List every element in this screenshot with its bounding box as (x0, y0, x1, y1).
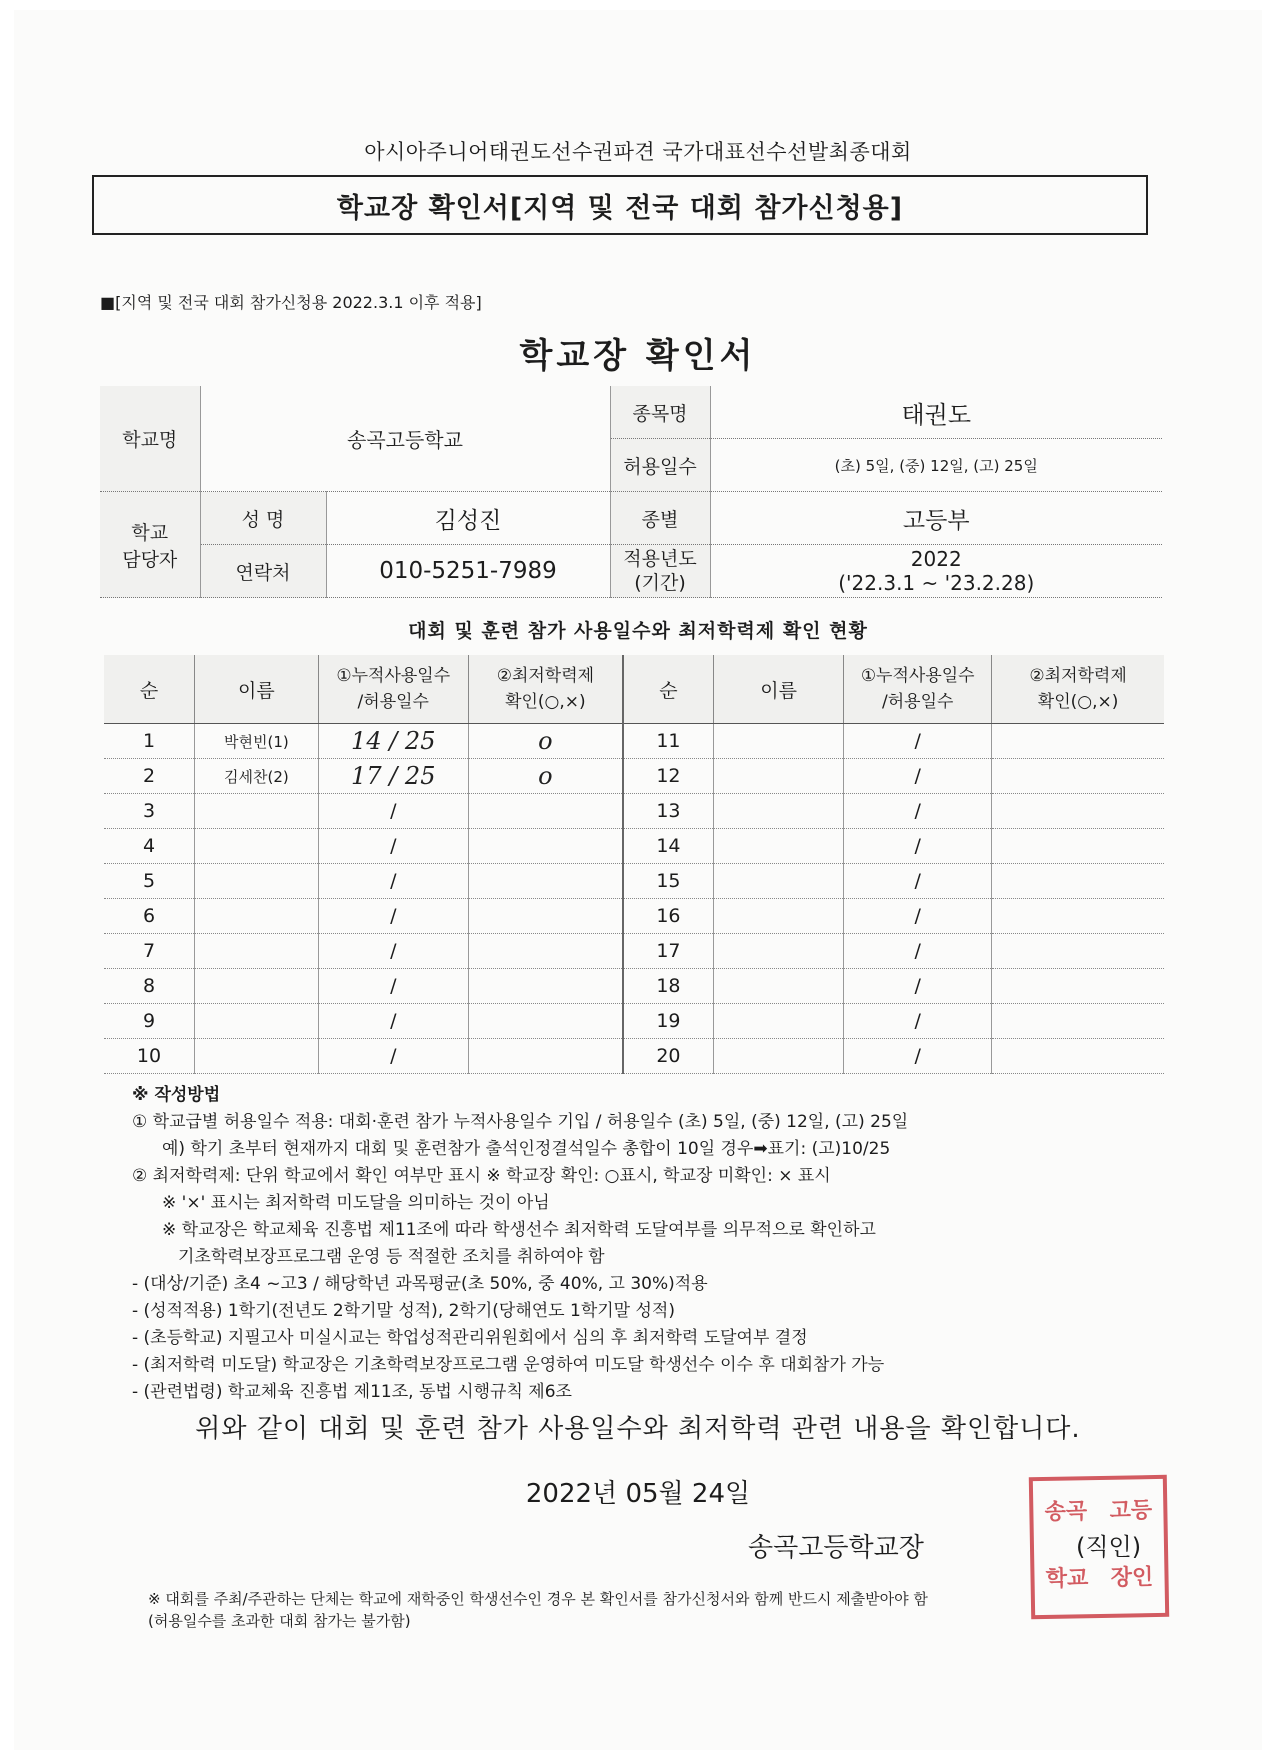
row-no: 8 (104, 969, 195, 1004)
row-name (713, 899, 843, 934)
instructions (132, 1082, 1192, 1406)
row-days: / (844, 864, 992, 899)
header-days-right (844, 655, 992, 724)
header-title-box (92, 175, 1148, 235)
division-value: 고등부 (710, 492, 1162, 545)
year-value-line2: ('22.3.1 ~ '23.2.28) (838, 571, 1035, 595)
table-row (104, 1039, 1164, 1074)
year-label-line2: (기간) (634, 572, 686, 594)
instruction-line: - (관련법령) 학교체육 진흥법 제11조, 동법 시행규칙 제6조 (132, 1382, 572, 1402)
school-name: 송곡고등학교 (200, 386, 610, 492)
row-check (468, 934, 623, 969)
table-row (104, 794, 1164, 829)
row-check (468, 864, 623, 899)
phone-label: 연락처 (200, 545, 326, 598)
phone-value: 010-5251-7989 (326, 545, 610, 598)
row-check (992, 724, 1164, 759)
row-name (713, 934, 843, 969)
row-days: 14 / 25 (318, 724, 468, 759)
row-check (468, 1004, 623, 1039)
row-days: / (844, 969, 992, 1004)
header-check (468, 655, 623, 724)
table-caption: 대회 및 훈련 참가 사용일수와 최저학력제 확인 현황 (408, 620, 868, 642)
row-name (195, 934, 319, 969)
row-days: / (318, 899, 468, 934)
row-days: / (318, 1004, 468, 1039)
row-name (713, 864, 843, 899)
row-no: 18 (623, 969, 714, 1004)
year-value-line1: 2022 (910, 547, 962, 571)
row-no: 13 (623, 794, 714, 829)
row-days: / (844, 899, 992, 934)
row-no: 12 (623, 759, 714, 794)
row-check (468, 794, 623, 829)
row-check: o (468, 724, 623, 759)
row-check (992, 969, 1164, 1004)
row-name (195, 829, 319, 864)
list-header-row (104, 655, 1164, 724)
row-days: / (318, 969, 468, 1004)
sport-label: 종목명 (610, 386, 710, 439)
header-check-line2: 확인(○,×) (505, 692, 586, 712)
header-check-right (992, 655, 1164, 724)
table-row (104, 934, 1164, 969)
row-no: 11 (623, 724, 714, 759)
header-days-line2: /허용일수 (357, 692, 429, 712)
row-no: 5 (104, 864, 195, 899)
instruction-line: ① 학교급별 허용일수 적용: 대회·훈련 참가 누적사용일수 기입 / 허용일수 (초) 5일, (중) 12일, (고) 25일 (132, 1112, 909, 1132)
table-row (104, 759, 1164, 794)
row-no: 2 (104, 759, 195, 794)
row-name (195, 1039, 319, 1074)
instruction-line: 기초학력보장프로그램 운영 등 적절한 조치를 취하여야 함 (178, 1247, 605, 1267)
row-name (195, 1004, 319, 1039)
header-no-right: 순 (623, 655, 714, 724)
row-name (713, 1004, 843, 1039)
row-days: / (844, 794, 992, 829)
table-row (104, 969, 1164, 1004)
header-name: 이름 (195, 655, 319, 724)
row-days: / (844, 724, 992, 759)
row-check (992, 934, 1164, 969)
row-name: 박현빈(1) (195, 724, 319, 759)
row-check (992, 864, 1164, 899)
row-no: 20 (623, 1039, 714, 1074)
row-check (992, 794, 1164, 829)
row-no: 1 (104, 724, 195, 759)
row-days: / (318, 794, 468, 829)
table-row (104, 829, 1164, 864)
table-row (104, 724, 1164, 759)
row-no: 4 (104, 829, 195, 864)
allowed-days-value: (초) 5일, (중) 12일, (고) 25일 (710, 439, 1162, 492)
seal-char: 장인 (1110, 1564, 1154, 1591)
row-name (195, 794, 319, 829)
header-title: 학교장 확인서[지역 및 전국 대회 참가신청용] (336, 192, 904, 224)
row-name (195, 864, 319, 899)
row-check (992, 829, 1164, 864)
row-no: 3 (104, 794, 195, 829)
row-name (713, 969, 843, 1004)
footnote-line: (허용일수를 초과한 대회 참가는 불가함) (148, 1612, 411, 1630)
row-days: / (318, 864, 468, 899)
row-no: 17 (623, 934, 714, 969)
table-row (104, 1004, 1164, 1039)
document-page (14, 10, 1262, 1750)
row-check (992, 1004, 1164, 1039)
contact-label-line1: 학교 (131, 521, 169, 544)
seal-label: (직인) (1076, 1533, 1142, 1561)
contact-label-line2: 담당자 (122, 548, 178, 571)
allowed-days-label: 허용일수 (610, 439, 710, 492)
instruction-line: ② 최저학력제: 단위 학교에서 확인 여부만 표시 ※ 학교장 확인: ○표시, 학교장 미확인: × 표시 (132, 1166, 831, 1186)
header-check-line1: ②최저학력제 (496, 666, 595, 686)
row-days: / (844, 934, 992, 969)
row-name (713, 829, 843, 864)
header-no: 순 (104, 655, 195, 724)
row-check (468, 829, 623, 864)
row-no: 14 (623, 829, 714, 864)
row-days: / (318, 829, 468, 864)
sport-value: 태권도 (710, 386, 1162, 439)
contact-label (100, 492, 200, 598)
row-check (468, 1039, 623, 1074)
athlete-list-table (104, 655, 1164, 1074)
row-no: 6 (104, 899, 195, 934)
footnote-line: ※ 대회를 주최/주관하는 단체는 학교에 재학중인 학생선수인 경우 본 확인서를 참가신청서와 함께 반드시 제출받아야 함 (148, 1590, 928, 1608)
row-name: 김세찬(2) (195, 759, 319, 794)
header-days-line1: ①누적사용일수 (336, 666, 451, 686)
row-name (713, 794, 843, 829)
row-check: o (468, 759, 623, 794)
row-days: / (844, 1039, 992, 1074)
document-title: 학교장 확인서 (519, 336, 757, 376)
instruction-line: - (성적적용) 1학기(전년도 2학기말 성적), 2학기(당해연도 1학기말 성적) (132, 1301, 675, 1321)
header-check-right-line2: 확인(○,×) (1037, 692, 1119, 712)
row-days: / (844, 1004, 992, 1039)
row-name (713, 759, 843, 794)
table-row (104, 864, 1164, 899)
instruction-line: ※ 학교장은 학교체육 진흥법 제11조에 따라 학생선수 최저학력 도달여부를 의무적으로 확인하고 (162, 1220, 876, 1240)
year-label-line1: 적용년도 (623, 548, 697, 570)
row-check (468, 899, 623, 934)
school-info-table (100, 386, 1162, 598)
seal-char: 학교 (1045, 1565, 1089, 1592)
row-days: 17 / 25 (318, 759, 468, 794)
header-days (318, 655, 468, 724)
row-no: 16 (623, 899, 714, 934)
row-name (195, 899, 319, 934)
confirmation-date: 2022년 05월 24일 (525, 1479, 751, 1509)
school-label: 학교명 (100, 386, 200, 492)
row-no: 15 (623, 864, 714, 899)
instruction-line: - (대상/기준) 초4 ~고3 / 해당학년 과목평균(초 50%, 중 40%, 고 30%)적용 (132, 1274, 708, 1294)
row-check (992, 1039, 1164, 1074)
row-name (713, 724, 843, 759)
year-label (610, 545, 710, 598)
row-no: 9 (104, 1004, 195, 1039)
instruction-line: ※ '×' 표시는 최저학력 미도달을 의미하는 것이 아님 (162, 1193, 550, 1213)
header-name-right: 이름 (713, 655, 843, 724)
applicability-note: ■[지역 및 전국 대회 참가신청용 2022.3.1 이후 적용] (100, 293, 482, 312)
instructions-heading: ※ 작성방법 (132, 1085, 221, 1105)
signer-name: 송곡고등학교장 (748, 1533, 924, 1563)
footnote (148, 1588, 1188, 1632)
division-label: 종별 (610, 492, 710, 545)
row-check (992, 759, 1164, 794)
instruction-line: - (초등학교) 지필고사 미실시교는 학업성적관리위원회에서 심의 후 최저학력 도달여부 결정 (132, 1328, 808, 1348)
row-check (992, 899, 1164, 934)
header-check-right-line1: ②최저학력제 (1029, 666, 1127, 686)
row-days: / (844, 829, 992, 864)
event-title: 아시아주니어태권도선수권파견 국가대표선수선발최종대회 (364, 140, 912, 164)
row-days: / (318, 1039, 468, 1074)
year-value (710, 545, 1162, 598)
header-days-right-line1: ①누적사용일수 (860, 666, 975, 686)
name-label: 성 명 (200, 492, 326, 545)
table-row (104, 899, 1164, 934)
instruction-line: - (최저학력 미도달) 학교장은 기초학력보장프로그램 운영하여 미도달 학생선수 이수 후 대회참가 가능 (132, 1355, 885, 1375)
row-no: 10 (104, 1039, 195, 1074)
name-value: 김성진 (326, 492, 610, 545)
seal-char: 송곡 (1044, 1498, 1088, 1525)
row-name (195, 969, 319, 1004)
row-no: 7 (104, 934, 195, 969)
row-days: / (318, 934, 468, 969)
row-name (713, 1039, 843, 1074)
row-days: / (844, 759, 992, 794)
row-check (468, 969, 623, 1004)
confirmation-statement: 위와 같이 대회 및 훈련 참가 사용일수와 최저학력 관련 내용을 확인합니다. (195, 1414, 1081, 1444)
seal-char: 고등 (1109, 1497, 1153, 1524)
header-days-right-line2: /허용일수 (882, 692, 954, 712)
instruction-line: 예) 학기 초부터 현재까지 대회 및 훈련참가 출석인정결석일수 총합이 10일 경우➡표기: (고)10/25 (162, 1139, 891, 1159)
row-no: 19 (623, 1004, 714, 1039)
